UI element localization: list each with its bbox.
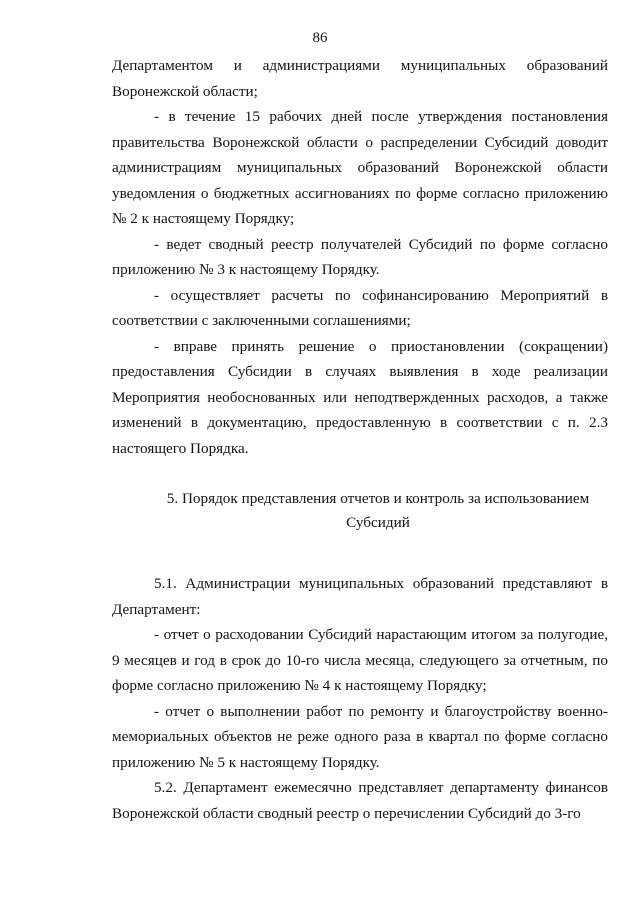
paragraph: - ведет сводный реестр получателей Субсидий по форме согласно приложению № 3 к настоящему Порядку. <box>112 235 608 278</box>
section-heading-line: 5. Порядок представления отчетов и контроль за использованием <box>166 490 590 507</box>
paragraph: - вправе принять решение о приостановлении (сокращении) предоставления Субсидии в случаях выявления в ходе реализации Мероприятия необоснованных или неподтвержденных расходов, а также изменений в документацию, предоставленную в соответствии с п. 2.3 настоящего Порядка. <box>112 337 608 457</box>
page-number: 86 <box>312 30 328 46</box>
section-heading <box>112 487 608 535</box>
paragraph: 5.2. Департамент ежемесячно представляет департаменту финансов Воронежской области сводный реестр о перечислении Субсидий до 3-го <box>112 779 608 822</box>
paragraph: - отчет о выполнении работ по ремонту и благоустройству военно-мемориальных объектов не реже одного раза в квартал по форме согласно приложению № 5 к настоящему Порядку. <box>112 702 608 771</box>
paragraph: - отчет о расходовании Субсидий нарастающим итогом за полугодие, 9 месяцев и год в срок до 10-го числа месяца, следующего за отчетным, по форме согласно приложению № 4 к настоящему Порядку; <box>112 626 608 694</box>
paragraph: 5.1. Администрации муниципальных образований представляют в Департамент: <box>112 575 608 618</box>
paragraph: - в течение 15 рабочих дней после утверждения постановления правительства Воронежской области о распределении Субсидий доводит администрациям муниципальных образований Воронежской области уведомления о бюджетных ассигнованиях по форме согласно приложению № 2 к настоящему Порядку; <box>112 108 608 227</box>
paragraph: - осуществляет расчеты по софинансированию Мероприятий в соответствии с заключенными соглашениями; <box>112 286 608 329</box>
paragraph: Департаментом и администрациями муниципальных образований Воронежской области; <box>112 57 608 100</box>
section-heading-line: Субсидий <box>346 514 410 531</box>
document-body <box>112 53 608 826</box>
